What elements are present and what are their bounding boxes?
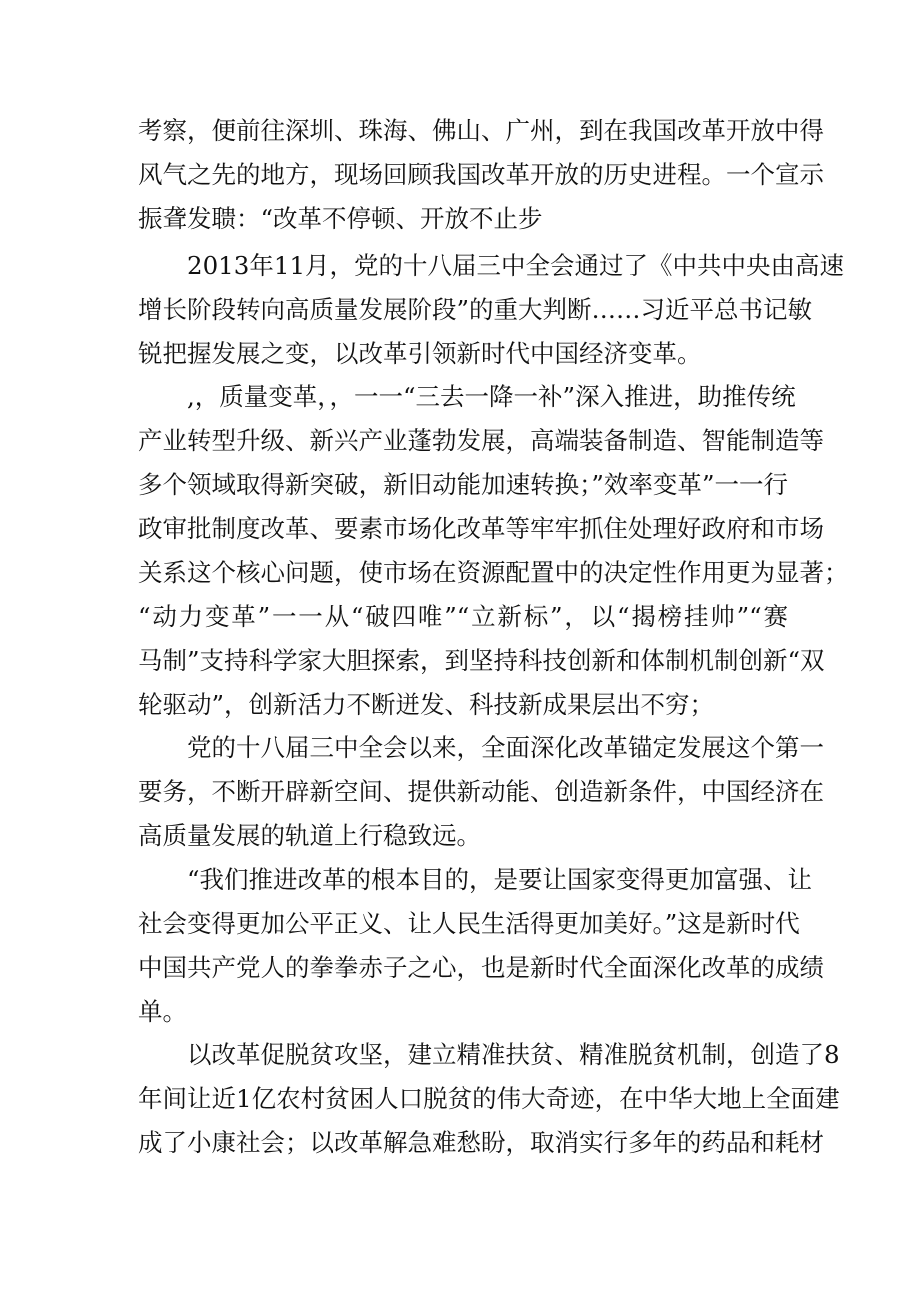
text-line: 党的十八届三中全会以来，全面深化改革锚定发展这个第一 bbox=[138, 733, 824, 762]
text-line: 风气之先的地方，现场回顾我国改革开放的历史进程。一个宣示 bbox=[138, 160, 824, 189]
text-line: 锐把握发展之变，以改革引领新时代中国经济变革。 bbox=[138, 339, 702, 368]
text-line: 政审批制度改革、要素市场化改革等牢牢抓住处理好政府和市场 bbox=[138, 514, 824, 543]
text-line: 单。 bbox=[138, 997, 187, 1026]
text-line: 中国共产党人的拳拳赤子之心，也是新时代全面深化改革的成绩 bbox=[138, 953, 824, 982]
text-line: 以改革促脱贫攻坚，建立精准扶贫、精准脱贫机制，创造了8 bbox=[138, 1040, 840, 1069]
text-line: 增长阶段转向高质量发展阶段”的重大判断……习近平总书记敏 bbox=[138, 295, 813, 324]
text-line: 多个领域取得新突破，新旧动能加速转换；”效率变革”一一行 bbox=[138, 470, 788, 499]
text-line: 年间让近1亿农村贫困人口脱贫的伟大奇迹，在中华大地上全面建 bbox=[138, 1084, 840, 1113]
text-line: 振聋发聩：“改革不停顿、开放不止步 bbox=[138, 204, 543, 233]
text-line: 高质量发展的轨道上行稳致远。 bbox=[138, 821, 481, 850]
text-line: “我们推进改革的根本目的，是要让国家变得更加富强、让 bbox=[138, 865, 813, 894]
text-line: 要务，不断开辟新空间、提供新动能、创造新条件，中国经济在 bbox=[138, 777, 824, 806]
text-line: 关系这个核心问题，使市场在资源配置中的决定性作用更为显著； bbox=[138, 558, 849, 587]
text-line: 成了小康社会；以改革解急难愁盼，取消实行多年的药品和耗材 bbox=[138, 1128, 824, 1157]
text-line: “动力变革”一一从“破四唯”“立新标”，以“揭榜挂帅”“赛 bbox=[138, 602, 788, 631]
text-line: 马制”支持科学家大胆探索，到坚持科技创新和体制机制创新“双 bbox=[138, 646, 825, 675]
text-line: 2013年11月，党的十八届三中全会通过了《中共中央由高速 bbox=[138, 251, 845, 280]
text-line: 轮驱动”，创新活力不断迸发、科技新成果层出不穷； bbox=[138, 690, 715, 719]
text-line: 社会变得更加公平正义、让人民生活得更加美好。”这是新时代 bbox=[138, 909, 800, 938]
text-line: 考察，便前往深圳、珠海、佛山、广州，到在我国改革开放中得 bbox=[138, 116, 824, 145]
text-line: ,，质量变革，，一一“三去一降一补”深入推进，助推传统 bbox=[138, 382, 796, 411]
text-line: 产业转型升级、新兴产业蓬勃发展，高端装备制造、智能制造等 bbox=[138, 426, 824, 455]
